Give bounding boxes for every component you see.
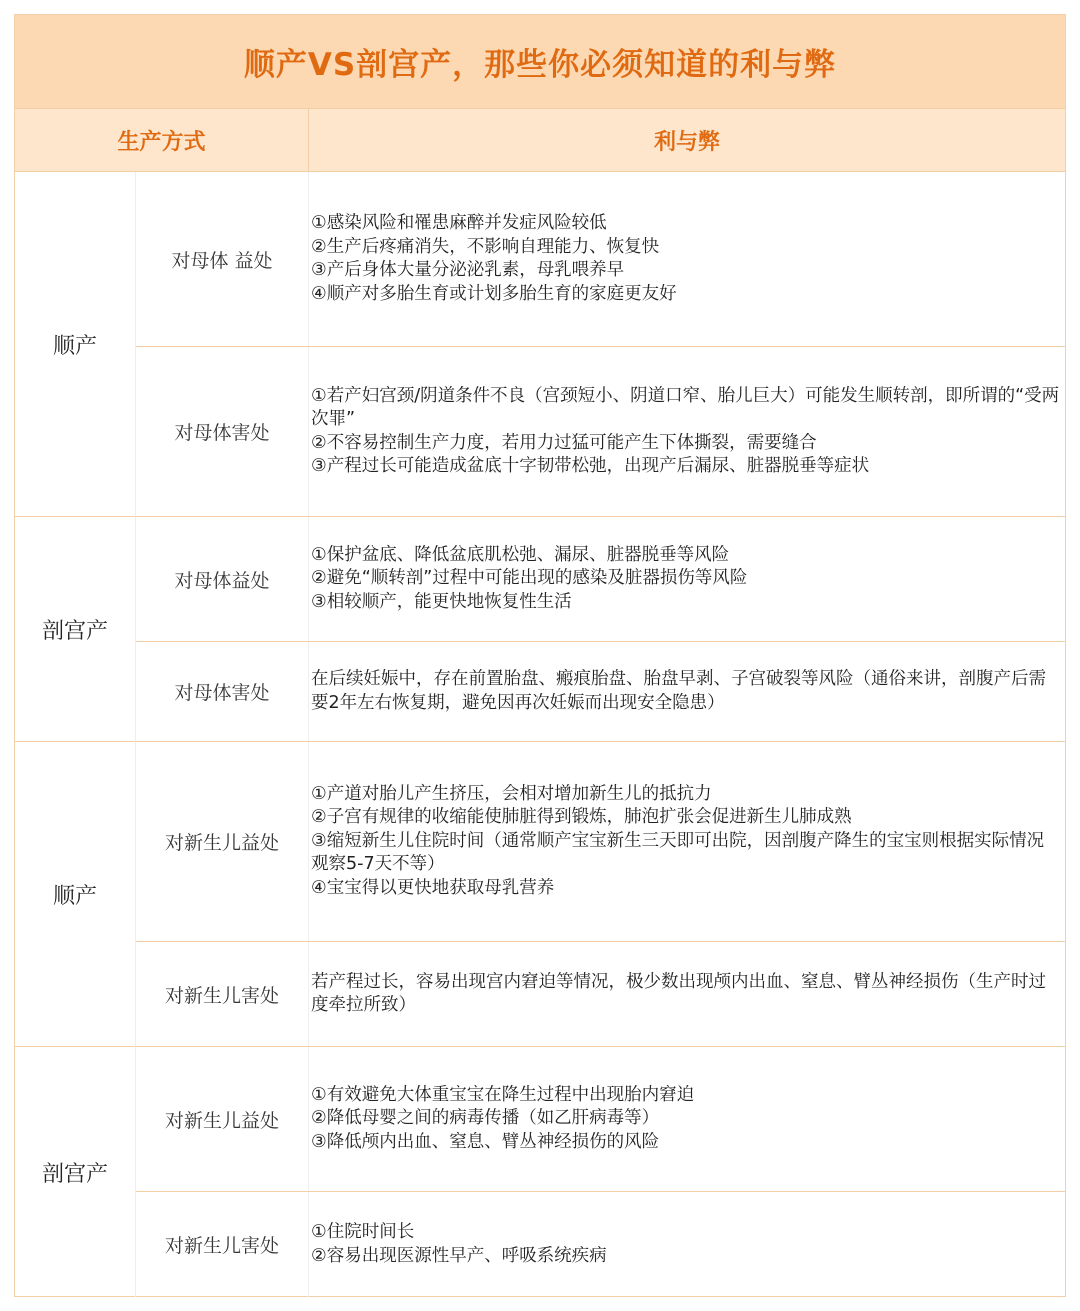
row-label: 对新生儿益处 <box>136 1047 309 1191</box>
content-line: ①保护盆底、降低盆底肌松弛、漏尿、脏器脱垂等风险 <box>311 544 730 565</box>
row-label: 对新生儿害处 <box>136 942 309 1046</box>
content-line: ③降低颅内出血、窒息、臂丛神经损伤的风险 <box>311 1131 660 1152</box>
header-method: 生产方式 <box>15 109 309 171</box>
row-label: 对母体益处 <box>136 517 309 641</box>
table-header-row <box>15 109 1065 172</box>
table-row <box>136 347 1065 517</box>
row-label: 对新生儿害处 <box>136 1192 309 1297</box>
table-title: 顺产VS剖宫产，那些你必须知道的利与弊 <box>15 15 1065 109</box>
content-line: ③产程过长可能造成盆底十字韧带松弛，出现产后漏尿、脏器脱垂等症状 <box>311 456 870 476</box>
content-line: ①有效避免大体重宝宝在降生过程中出现胎内窘迫 <box>311 1084 695 1105</box>
group-cesarean-newborn: 剖宫产 <box>15 1047 136 1297</box>
row-label: 对母体 益处 <box>136 172 309 346</box>
row-content <box>311 942 1061 1046</box>
content-line: ①感染风险和罹患麻醉并发症风险较低 <box>311 213 607 233</box>
content-line: ④宝宝得以更快地获取母乳营养 <box>311 877 555 898</box>
table-row <box>136 172 1065 347</box>
content-line: ④顺产对多胎生育或计划多胎生育的家庭更友好 <box>311 283 677 304</box>
content-line: ②避免“顺转剖”过程中可能出现的感染及脏器损伤等风险 <box>311 568 748 589</box>
content-line: ①住院时间长 <box>311 1222 415 1242</box>
row-label: 对新生儿益处 <box>136 742 309 941</box>
header-pros-cons: 利与弊 <box>653 129 720 155</box>
content-line: ③缩短新生儿住院时间（通常顺产宝宝新生三天即可出院，因剖腹产降生的宝宝则根据实际情况观察5-7天不等） <box>311 830 1045 875</box>
table-row <box>136 942 1065 1047</box>
row-content <box>311 172 1061 346</box>
content-line: ①若产妇宫颈/阴道条件不良（宫颈短小、阴道口窄、胎儿巨大）可能发生顺转剖，即所谓的“受两次罪” <box>311 385 1060 429</box>
group-cesarean-mother: 剖宫产 <box>15 517 136 742</box>
table-row <box>136 1047 1065 1192</box>
row-content <box>311 1192 1061 1297</box>
content-line: 在后续妊娠中，存在前置胎盘、瘢痕胎盘、胎盘早剥、子宫破裂等风险（通俗来讲，剖腹产后需要2年左右恢复期，避免因再次妊娠而出现安全隐患） <box>311 669 1046 713</box>
content-line: ①产道对胎儿产生挤压，会相对增加新生儿的抵抗力 <box>311 783 712 804</box>
content-line: ②容易出现医源性早产、呼吸系统疾病 <box>311 1245 607 1266</box>
group-natural-birth-mother: 顺产 <box>15 172 136 517</box>
row-label: 对母体害处 <box>136 642 309 741</box>
row-content <box>311 642 1061 741</box>
row-content <box>311 742 1061 941</box>
row-content <box>311 1047 1061 1191</box>
content-line: ②不容易控制生产力度，若用力过猛可能产生下体撕裂，需要缝合 <box>311 432 817 453</box>
content-line: ②生产后疼痛消失，不影响自理能力、恢复快 <box>311 236 660 257</box>
content-line: ②降低母婴之间的病毒传播（如乙肝病毒等） <box>311 1108 660 1129</box>
content-line: ③相较顺产，能更快地恢复性生活 <box>311 591 572 612</box>
content-line: 若产程过长，容易出现宫内窘迫等情况，极少数出现颅内出血、窒息、臂丛神经损伤（生产时过度牵拉所致） <box>311 971 1046 1015</box>
row-content <box>311 347 1061 516</box>
row-label: 对母体害处 <box>136 347 309 516</box>
content-line: ③产后身体大量分泌泌乳素，母乳喂养早 <box>311 260 625 280</box>
table-row <box>136 742 1065 942</box>
table-row <box>136 642 1065 742</box>
content-line: ②子宫有规律的收缩能使肺脏得到锻炼，肺泡扩张会促进新生儿肺成熟 <box>311 807 852 828</box>
group-natural-birth-newborn: 顺产 <box>15 742 136 1047</box>
comparison-table <box>14 14 1066 1297</box>
row-content <box>311 517 1061 641</box>
table-row <box>136 1192 1065 1297</box>
table-row <box>136 517 1065 642</box>
